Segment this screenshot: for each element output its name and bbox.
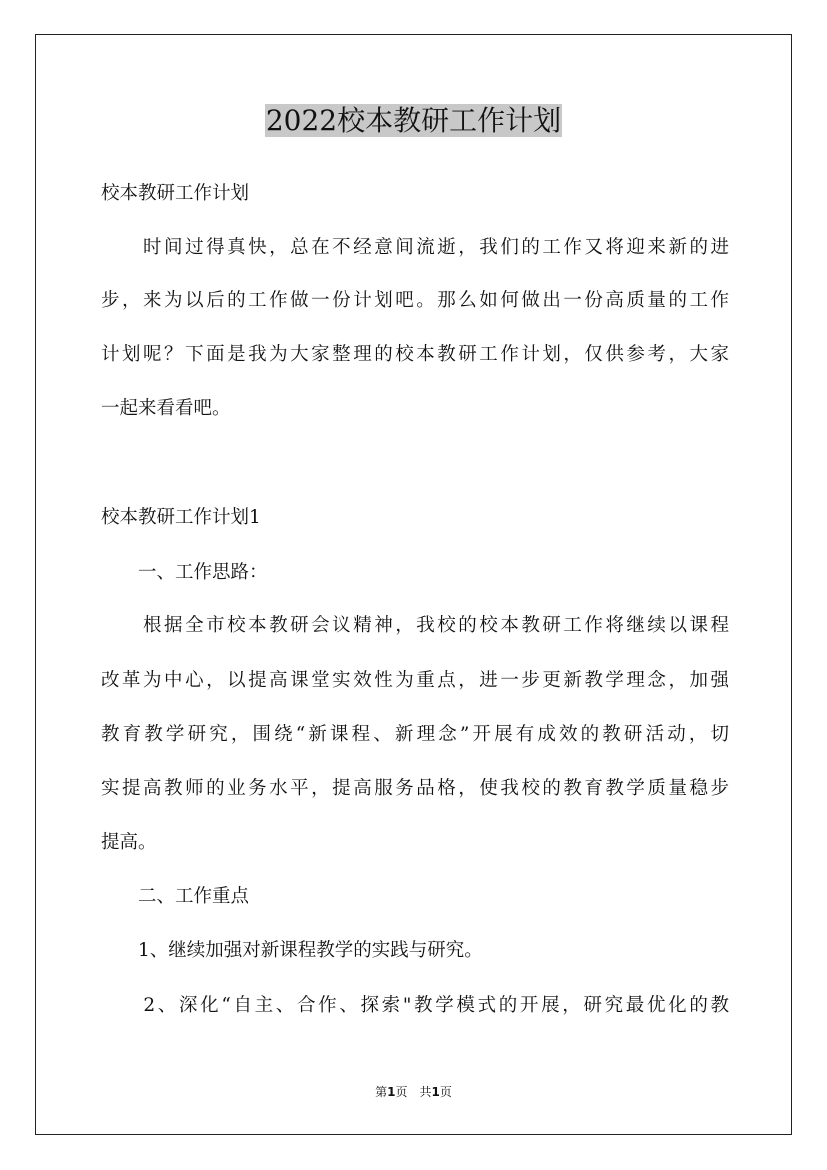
footer-page-suffix: 页 [395,1085,408,1099]
document-title: 2022校本教研工作计划 [265,104,562,137]
list-item: 2、深化“自主、合作、探索"教学模式的开展，研究最优化的教 [101,995,729,1016]
paragraph-line: 一起来看看吧。 [101,398,231,419]
paragraph-line: 提高。 [101,832,157,853]
section-heading: 校本教研工作计划1 [101,507,261,528]
footer-total-prefix: 共 [419,1085,432,1099]
subheading: 一、工作思路： [101,562,268,583]
subheading: 二、工作重点 [101,886,250,907]
paragraph-line: 步，来为以后的工作做一份计划吧。那么如何做出一份高质量的工作 [101,290,729,311]
section-heading: 校本教研工作计划 [101,183,250,204]
footer-total-number: 1 [431,1085,440,1099]
footer-page-number: 1 [387,1085,396,1099]
page-footer [0,1083,827,1100]
list-item: 1、继续加强对新课程教学的实践与研究。 [101,940,483,961]
paragraph-line: 教育教学研究，围绕“新课程、新理念”开展有成效的教研活动，切 [101,724,729,745]
footer-page-prefix: 第 [375,1085,388,1099]
paragraph-line: 实提高教师的业务水平，提高服务品格，使我校的教育教学质量稳步 [101,778,729,799]
paragraph-line: 时间过得真快，总在不经意间流逝，我们的工作又将迎来新的进 [101,237,729,258]
paragraph-line: 根据全市校本教研会议精神，我校的校本教研工作将继续以课程 [101,615,729,636]
footer-total-suffix: 页 [439,1085,452,1099]
paragraph-line: 改革为中心，以提高课堂实效性为重点，进一步更新教学理念，加强 [101,670,729,691]
document-title-wrapper [0,101,827,141]
paragraph-line: 计划呢？下面是我为大家整理的校本教研工作计划，仅供参考，大家 [101,344,729,365]
